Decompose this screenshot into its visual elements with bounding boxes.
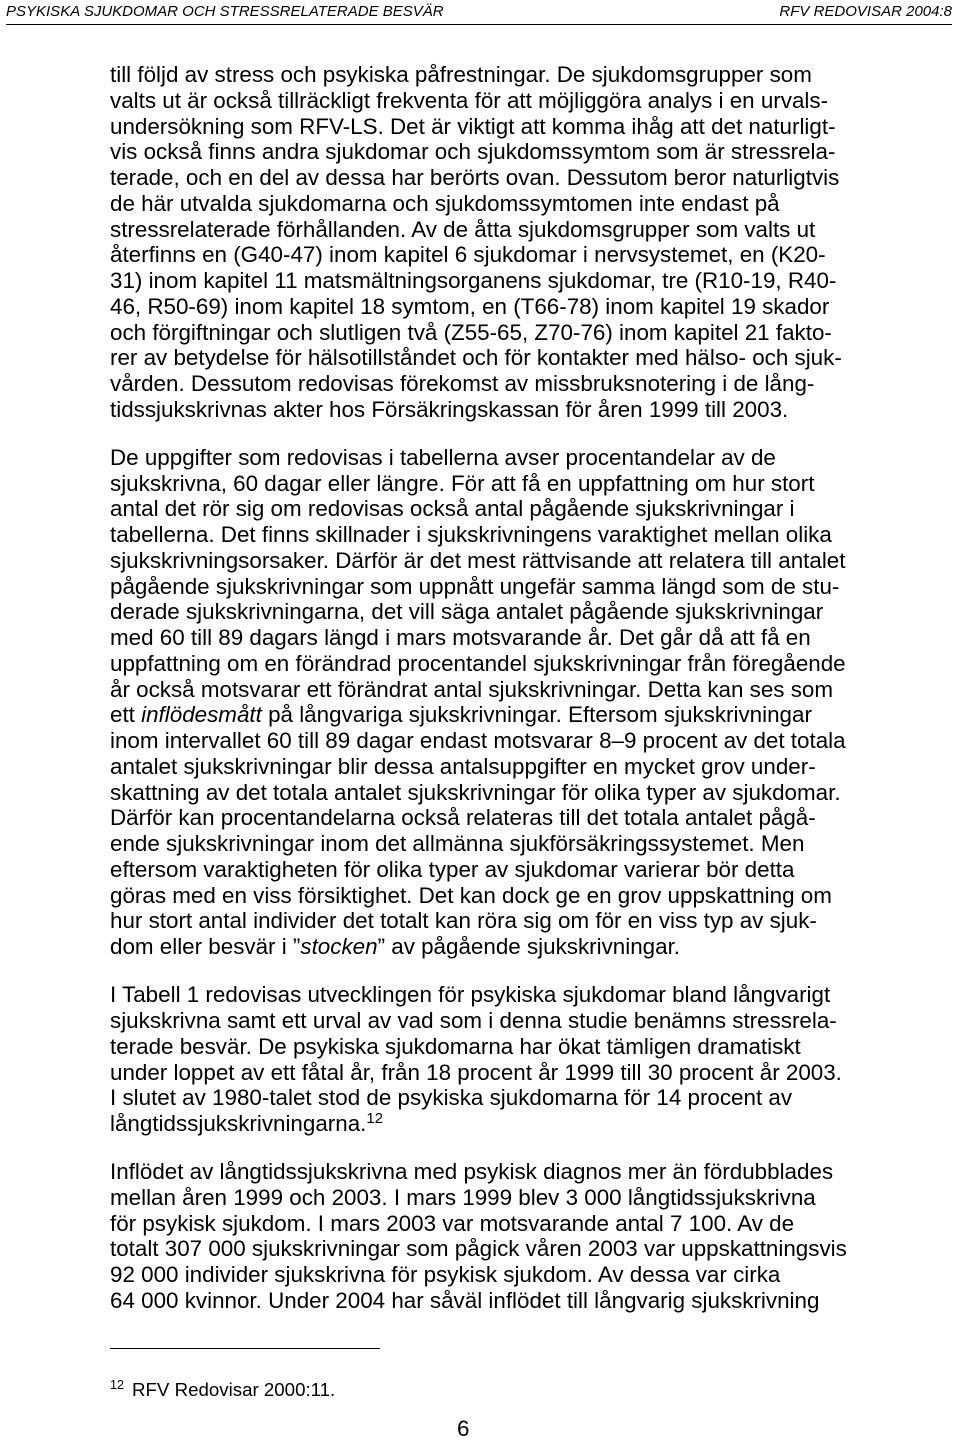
header-rule — [6, 24, 952, 25]
text-line: tidssjukskrivnas akter hos Försäkringskassan för åren 1999 till 2003. — [110, 396, 789, 422]
text-line: sjukskrivna samt ett urval av vad som i denna studie benämns stressrela- — [110, 1008, 837, 1034]
text-line — [110, 702, 847, 728]
text-line: till följd av stress och psykiska påfrestningar. De sjukdomsgrupper som — [110, 62, 812, 87]
italic-term: stocken — [300, 934, 378, 960]
text-line: antal det rör sig om redovisas också antal pågående sjukskrivningar i — [110, 496, 795, 522]
text-segment: dom eller besvär i ” — [110, 934, 301, 960]
text-line: rer av betydelse för hälsotillståndet och för kontakter med hälso- och sjuk- — [110, 345, 842, 371]
page-number: 6 — [457, 1416, 470, 1441]
text-segment: på långvariga sjukskrivningar. Eftersom sjukskrivningar — [261, 702, 812, 728]
text-line: med 60 till 89 dagars längd i mars motsvarande år. Det går då att få en — [110, 625, 811, 651]
text-line — [110, 934, 847, 960]
italic-term: inflödesmått — [141, 702, 262, 728]
footnote-reference: 12 — [366, 1110, 384, 1128]
text-segment: långtidssjukskrivningarna. — [110, 1111, 367, 1137]
text-line: pågående sjukskrivningar som uppnått ungefär samma längd som de stu- — [110, 573, 840, 599]
text-line: mellan åren 1999 och 2003. I mars 1999 blev 3 000 långtidssjukskrivna — [110, 1184, 816, 1210]
text-line: hur stort antal individer det totalt kan röra sig om för en viss typ av sjuk- — [110, 908, 817, 934]
paragraph — [110, 62, 847, 423]
running-header-title: PSYKISKA SJUKDOMAR OCH STRESSRELATERADE BESVÄR — [6, 3, 444, 20]
text-line: derade sjukskrivningarna, det vill säga antalet pågående sjukskrivningar — [110, 599, 824, 625]
text-line: undersökning som RFV-LS. Det är viktigt att komma ihåg att det naturligt- — [110, 113, 836, 139]
text-line: återfinns en (G40-47) inom kapitel 6 sjukdomar i nervsystemet, en (K20- — [110, 242, 826, 268]
text-line: Därför kan procentandelarna också relateras till det totala antalet pågå- — [110, 805, 816, 831]
text-line: under loppet av ett fåtal år, från 18 procent år 1999 till 30 procent år 2003. — [110, 1059, 842, 1085]
text-line: vis också finns andra sjukdomar och sjukdomssymtom som är stressrela- — [110, 139, 836, 165]
text-segment: ett — [110, 702, 142, 728]
footnote-text: RFV Redovisar 2000:11. — [132, 1379, 336, 1400]
text-line: totalt 307 000 sjukskrivningar som pågick våren 2003 var uppskattningsvis — [110, 1236, 847, 1262]
text-segment: ” av pågående sjukskrivningar. — [377, 934, 681, 960]
text-line: de här utvalda sjukdomarna och sjukdomssymtomen inte endast på — [110, 190, 780, 216]
text-line: 31) inom kapitel 11 matsmältningsorganens sjukdomar, tre (R10-19, R40- — [110, 268, 837, 293]
text-line: inom intervallet 60 till 89 dagar endast motsvarar 8–9 procent av det totala — [110, 728, 846, 754]
text-line: Inflödet av långtidssjukskrivna med psykisk diagnos mer än fördubblades — [110, 1159, 834, 1185]
running-header-report-id: RFV REDOVISAR 2004:8 — [779, 3, 952, 20]
footnote-separator — [110, 1348, 380, 1349]
text-line: skattning av det totala antalet sjukskrivningar för olika typer av sjukdomar. — [110, 779, 841, 805]
paragraph — [110, 1159, 847, 1314]
text-line: I Tabell 1 redovisas utvecklingen för psykiska sjukdomar bland långvarigt — [110, 982, 831, 1008]
text-line: sjukskrivningsorsaker. Därför är det mest rättvisande att relatera till antalet — [110, 547, 846, 573]
text-line: stressrelaterade förhållanden. Av de åtta sjukdomsgrupper som valts ut — [110, 216, 816, 242]
paragraph — [110, 445, 847, 960]
text-line: terade besvär. De psykiska sjukdomarna har ökat tämligen dramatiskt — [110, 1033, 801, 1059]
text-line — [110, 1111, 847, 1137]
body-text — [110, 62, 847, 1336]
text-line: sjukskrivna, 60 dagar eller längre. För att få en uppfattning om hur stort — [110, 470, 815, 496]
text-line: uppfattning om en förändrad procentandel sjukskrivningar från föregående — [110, 650, 846, 676]
text-line: tabellerna. Det finns skillnader i sjukskrivningens varaktighet mellan olika — [110, 522, 832, 548]
text-line: terade, och en del av dessa har berörts ovan. Dessutom beror naturligtvis — [110, 165, 840, 190]
text-line: och förgiftningar och slutligen två (Z55-65, Z70-76) inom kapitel 21 fakto- — [110, 319, 832, 345]
text-line: 64 000 kvinnor. Under 2004 har såväl inflödet till långvarig sjukskrivning — [110, 1287, 820, 1313]
text-line: valts ut är också tillräckligt frekventa för att möjliggöra analys i en urvals- — [110, 87, 829, 113]
text-line: vården. Dessutom redovisas förekomst av missbruksnotering i de lång- — [110, 371, 815, 396]
text-line: I slutet av 1980-talet stod de psykiska sjukdomarna för 14 procent av — [110, 1085, 793, 1111]
text-line: antalet sjukskrivningar blir dessa antalsuppgifter en mycket grov under- — [110, 753, 816, 779]
text-line: eftersom varaktigheten för olika typer av sjukdomar varierar bör detta — [110, 856, 795, 882]
paragraph — [110, 982, 847, 1137]
text-line: ende sjukskrivningar inom det allmänna sjukförsäkringssystemet. Men — [110, 831, 805, 857]
text-line: för psykisk sjukdom. I mars 2003 var motsvarande antal 7 100. Av de — [110, 1210, 795, 1236]
text-line: 46, R50-69) inom kapitel 18 symtom, en (T66-78) inom kapitel 19 skador — [110, 293, 830, 319]
footnote-number: 12 — [110, 1378, 124, 1392]
text-line: göras med en viss försiktighet. Det kan dock ge en grov uppskattning om — [110, 882, 832, 908]
text-line: år också motsvarar ett förändrat antal sjukskrivningar. Detta kan ses som — [110, 676, 834, 702]
text-line: De uppgifter som redovisas i tabellerna avser procentandelar av de — [110, 444, 776, 470]
footnote — [110, 1378, 335, 1404]
text-line: 92 000 individer sjukskrivna för psykisk sjukdom. Av dessa var cirka — [110, 1262, 781, 1288]
